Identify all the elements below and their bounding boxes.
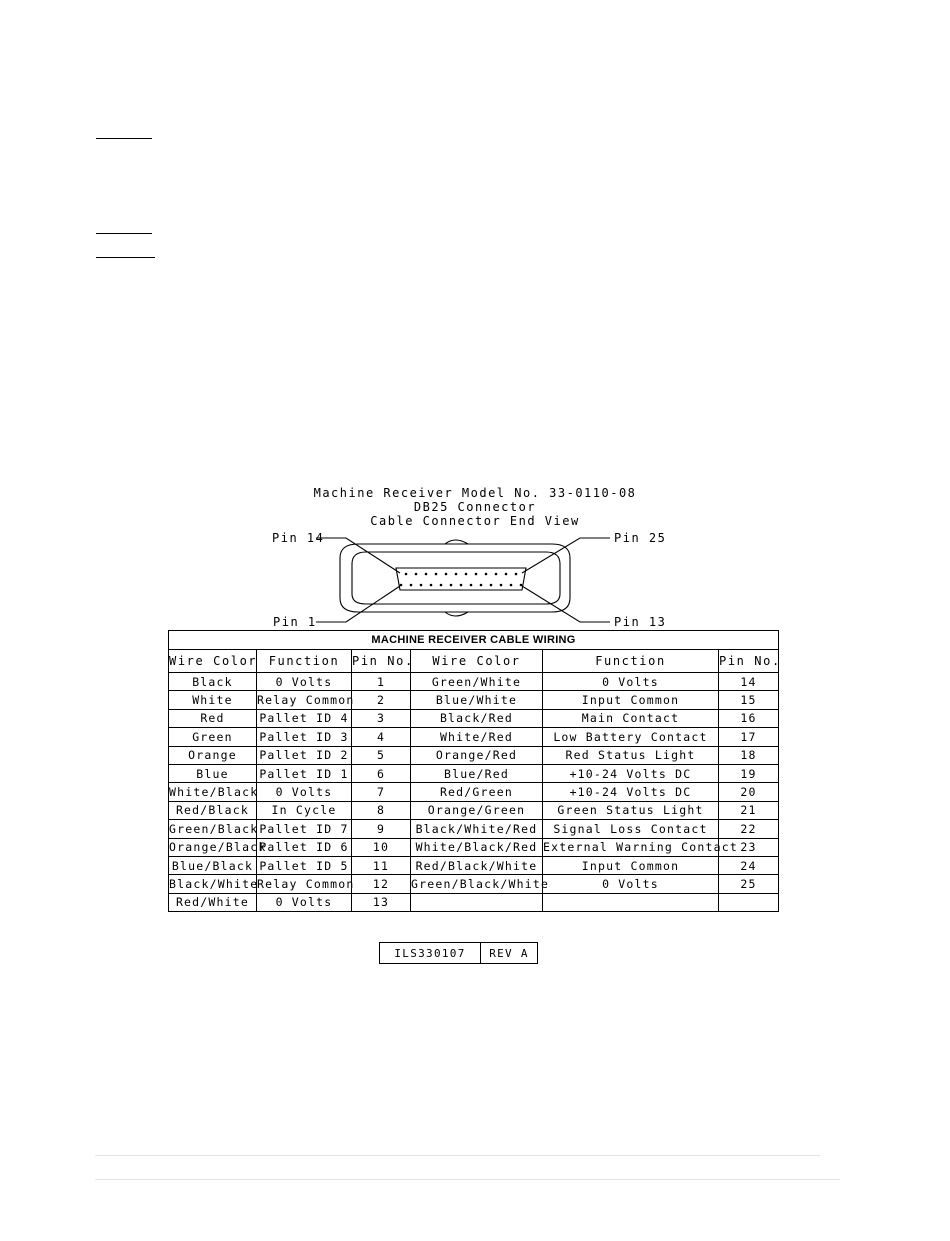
table-cell: Black/White	[169, 875, 257, 893]
table-cell: 20	[719, 783, 779, 801]
table-row	[169, 856, 779, 874]
table-cell: 13	[352, 893, 411, 911]
column-header: Pin No.	[352, 650, 411, 673]
view-description-line: Cable Connector End View	[370, 514, 580, 528]
pin-10-dot	[490, 584, 493, 587]
table-cell: 0 Volts	[543, 673, 719, 691]
table-cell: 5	[352, 746, 411, 764]
table-cell: 17	[719, 728, 779, 746]
revision-label: REV A	[481, 943, 538, 964]
table-cell: Pallet ID 7	[257, 820, 352, 838]
connector-inner-frame	[352, 552, 560, 604]
table-cell: 10	[352, 838, 411, 856]
pin-25-dot	[515, 573, 518, 576]
pin-2-dot	[410, 584, 413, 587]
pin-14-label: Pin 14	[272, 531, 325, 545]
pin-19-dot	[455, 573, 458, 576]
table-row	[169, 875, 779, 893]
table-cell: Main Contact	[543, 709, 719, 727]
table-cell: 0 Volts	[257, 893, 352, 911]
pin-24-dot	[505, 573, 508, 576]
table-row	[169, 746, 779, 764]
table-row	[169, 838, 779, 856]
leader-line-pin-14	[316, 538, 400, 573]
column-header: Wire Color	[411, 650, 543, 673]
table-cell: Orange/Green	[411, 801, 543, 819]
pin-1-dot	[400, 584, 403, 587]
table-cell: Input Common	[543, 691, 719, 709]
pin-18-dot	[445, 573, 448, 576]
pin-21-dot	[475, 573, 478, 576]
table-cell: Blue/White	[411, 691, 543, 709]
table-row	[169, 893, 779, 911]
table-cell: 12	[352, 875, 411, 893]
table-row	[169, 783, 779, 801]
table-body	[169, 673, 779, 912]
table-cell: Relay Common	[257, 691, 352, 709]
table-cell: Green	[169, 728, 257, 746]
pin-7-dot	[460, 584, 463, 587]
model-number-line: Machine Receiver Model No. 33-0110-08	[313, 486, 637, 500]
table-cell: 1	[352, 673, 411, 691]
table-cell: 0 Volts	[257, 673, 352, 691]
pin-11-dot	[500, 584, 503, 587]
table-cell: Red/Green	[411, 783, 543, 801]
table-cell	[543, 893, 719, 911]
pin-14-dot	[405, 573, 408, 576]
table-cell: 9	[352, 820, 411, 838]
table-cell: White/Black	[169, 783, 257, 801]
table-cell: Orange	[169, 746, 257, 764]
table-cell: Pallet ID 3	[257, 728, 352, 746]
table-cell: External Warning Contact	[543, 838, 719, 856]
table-cell: Red/White	[169, 893, 257, 911]
table-cell: 8	[352, 801, 411, 819]
table-row	[169, 728, 779, 746]
diagram-header	[0, 486, 950, 528]
table-cell: Black/Red	[411, 709, 543, 727]
table-cell: Blue	[169, 764, 257, 782]
table-cell: White/Red	[411, 728, 543, 746]
table-cell: 4	[352, 728, 411, 746]
table-cell: 21	[719, 801, 779, 819]
table-cell: 15	[719, 691, 779, 709]
table-cell: Orange/Black	[169, 838, 257, 856]
table-cell: Signal Loss Contact	[543, 820, 719, 838]
pin-1-label: Pin 1	[273, 615, 317, 629]
table-cell: Red/Black	[169, 801, 257, 819]
table-cell: 19	[719, 764, 779, 782]
drawing-id: ILS330107	[380, 943, 481, 964]
column-header: Wire Color	[169, 650, 257, 673]
column-header: Function	[257, 650, 352, 673]
table-cell: Pallet ID 5	[257, 856, 352, 874]
pin-3-dot	[420, 584, 423, 587]
table-cell: Relay Common	[257, 875, 352, 893]
table-cell: 16	[719, 709, 779, 727]
table-cell: Blue/Black	[169, 856, 257, 874]
table-cell: 23	[719, 838, 779, 856]
table-cell: Pallet ID 2	[257, 746, 352, 764]
table-cell: Blue/Red	[411, 764, 543, 782]
leader-line-pin-25	[522, 538, 610, 573]
table-row	[169, 764, 779, 782]
table-cell: Green/Black	[169, 820, 257, 838]
table-cell: White	[169, 691, 257, 709]
pin-25-label: Pin 25	[614, 531, 667, 545]
table-cell: Low Battery Contact	[543, 728, 719, 746]
table-cell: White/Black/Red	[411, 838, 543, 856]
pin-8-dot	[470, 584, 473, 587]
table-row	[169, 801, 779, 819]
table-cell: 11	[352, 856, 411, 874]
table-cell	[411, 893, 543, 911]
table-cell: Green/White	[411, 673, 543, 691]
pin-16-dot	[425, 573, 428, 576]
table-cell: Red	[169, 709, 257, 727]
table-cell: 3	[352, 709, 411, 727]
table-row	[169, 691, 779, 709]
table-cell	[719, 893, 779, 911]
column-header: Function	[543, 650, 719, 673]
table-cell: 6	[352, 764, 411, 782]
table-cell: Red Status Light	[543, 746, 719, 764]
pin-20-dot	[465, 573, 468, 576]
pin-15-dot	[415, 573, 418, 576]
pin-6-dot	[450, 584, 453, 587]
table-cell: Pallet ID 4	[257, 709, 352, 727]
pin-4-dot	[430, 584, 433, 587]
footer-rule-2	[95, 1179, 840, 1180]
table-cell: 14	[719, 673, 779, 691]
table-row	[169, 673, 779, 691]
connector-bottom-latch	[445, 612, 468, 616]
heading-rule-3	[96, 257, 155, 258]
table-cell: 0 Volts	[257, 783, 352, 801]
table-row	[169, 709, 779, 727]
table-cell: Black	[169, 673, 257, 691]
pin-5-dot	[440, 584, 443, 587]
pin-12-dot	[510, 584, 513, 587]
table-cell: +10-24 Volts DC	[543, 764, 719, 782]
pin-13-dot	[520, 584, 523, 587]
footer-rule-1	[95, 1155, 820, 1156]
table-cell: 7	[352, 783, 411, 801]
table-cell: Green/Black/White	[411, 875, 543, 893]
table-cell: In Cycle	[257, 801, 352, 819]
table-cell: Black/White/Red	[411, 820, 543, 838]
connector-outer-shell	[340, 544, 570, 612]
table-cell: Red/Black/White	[411, 856, 543, 874]
table-title: MACHINE RECEIVER CABLE WIRING	[169, 631, 779, 650]
pin-9-dot	[480, 584, 483, 587]
table-cell: 18	[719, 746, 779, 764]
table-cell: 0 Volts	[543, 875, 719, 893]
table-row	[169, 820, 779, 838]
table-cell: 22	[719, 820, 779, 838]
table-cell: 25	[719, 875, 779, 893]
table-cell: 24	[719, 856, 779, 874]
table-cell: Pallet ID 1	[257, 764, 352, 782]
connector-pin-insert	[396, 568, 526, 590]
pin-22-dot	[485, 573, 488, 576]
table-cell: Input Common	[543, 856, 719, 874]
pin-13-label: Pin 13	[614, 615, 667, 629]
table-header-row	[169, 650, 779, 673]
cable-wiring-table	[168, 630, 779, 912]
heading-rule-1	[96, 138, 152, 139]
column-header: Pin No.	[719, 650, 779, 673]
connector-top-latch	[445, 540, 468, 544]
drawing-id-box	[379, 942, 538, 964]
pin-23-dot	[495, 573, 498, 576]
table-cell: Pallet ID 6	[257, 838, 352, 856]
pin-17-dot	[435, 573, 438, 576]
table-cell: 2	[352, 691, 411, 709]
table-cell: Green Status Light	[543, 801, 719, 819]
table-cell: Orange/Red	[411, 746, 543, 764]
table-cell: +10-24 Volts DC	[543, 783, 719, 801]
connector-type-line: DB25 Connector	[413, 500, 537, 514]
heading-rule-2	[96, 233, 152, 234]
